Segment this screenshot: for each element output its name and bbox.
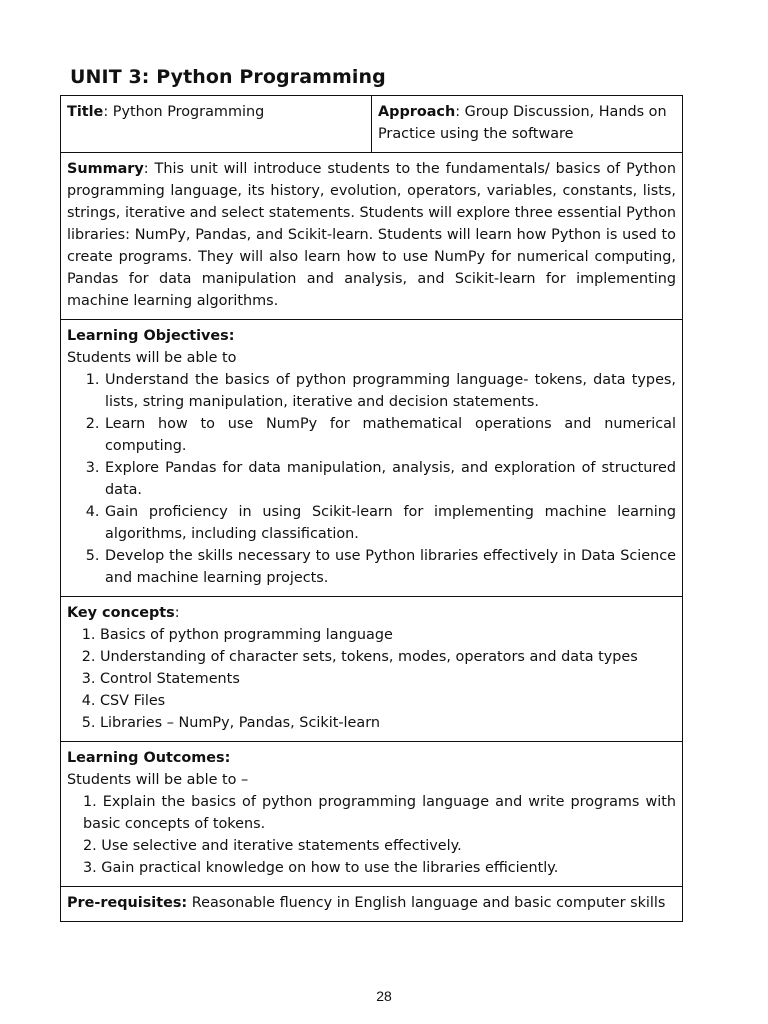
learning-objectives-label: Learning Objectives: bbox=[67, 328, 235, 344]
learning-objectives-cell bbox=[61, 320, 682, 596]
learning-outcomes-intro: Students will be able to – bbox=[67, 772, 249, 788]
learning-outcomes-cell bbox=[61, 742, 682, 886]
key-concept-item: 2. Understanding of character sets, tokens, modes, operators and data types bbox=[100, 646, 676, 668]
summary-row bbox=[61, 153, 682, 320]
key-concepts-label: Key concepts bbox=[67, 605, 175, 621]
summary-label: Summary bbox=[67, 161, 144, 177]
objective-item: 5. Develop the skills necessary to use Python libraries effectively in Data Science and machine learning projects. bbox=[104, 545, 676, 589]
prerequisites-cell bbox=[61, 887, 682, 921]
learning-objectives-intro: Students will be able to bbox=[67, 350, 237, 366]
key-concepts-sep: : bbox=[174, 605, 180, 621]
key-concept-item: 4. CSV Files bbox=[100, 690, 676, 712]
title-value: Python Programming bbox=[112, 104, 265, 120]
key-concept-item: 1. Basics of python programming language bbox=[100, 624, 676, 646]
summary-sep: : bbox=[143, 161, 155, 177]
learning-objectives-row bbox=[61, 320, 682, 597]
title-cell bbox=[61, 96, 372, 152]
objective-item: 1. Understand the basics of python programming language- tokens, data types, lists, string manipulation, iterative and decision statements. bbox=[104, 369, 676, 413]
learning-outcomes-row bbox=[61, 742, 682, 887]
key-concept-item: 3. Control Statements bbox=[100, 668, 676, 690]
title-label: Title bbox=[67, 104, 104, 120]
key-concepts-list bbox=[67, 624, 676, 734]
unit-heading: UNIT 3: Python Programming bbox=[70, 66, 386, 88]
prerequisites-text: Reasonable fluency in English language and basic computer skills bbox=[187, 895, 666, 911]
summary-cell bbox=[61, 153, 682, 319]
learning-outcomes-list bbox=[67, 791, 676, 879]
unit-table bbox=[60, 95, 683, 922]
prerequisites-row bbox=[61, 887, 682, 921]
key-concept-item: 5. Libraries – NumPy, Pandas, Scikit-learn bbox=[100, 712, 676, 734]
learning-outcomes-label: Learning Outcomes: bbox=[67, 750, 231, 766]
title-row bbox=[61, 96, 682, 153]
objective-item: 2. Learn how to use NumPy for mathematical operations and numerical computing. bbox=[104, 413, 676, 457]
approach-label: Approach bbox=[378, 104, 456, 120]
approach-cell bbox=[372, 96, 682, 152]
prerequisites-label: Pre-requisites: bbox=[67, 895, 188, 911]
learning-objectives-list bbox=[67, 369, 676, 589]
outcome-item: 3. Gain practical knowledge on how to use the libraries efficiently. bbox=[83, 860, 559, 876]
title-sep: : bbox=[103, 104, 113, 120]
objective-item: 4. Gain proficiency in using Scikit-learn for implementing machine learning algorithms, including classification. bbox=[104, 501, 676, 545]
page-number: 28 bbox=[376, 988, 392, 1004]
key-concepts-row bbox=[61, 597, 682, 742]
approach-value: Group Discussion, Hands on Practice using the software bbox=[378, 104, 667, 142]
key-concepts-cell bbox=[61, 597, 682, 741]
objective-item: 3. Explore Pandas for data manipulation, analysis, and exploration of structured data. bbox=[104, 457, 676, 501]
outcome-item: 2. Use selective and iterative statements effectively. bbox=[83, 838, 462, 854]
approach-sep: : bbox=[455, 104, 465, 120]
summary-text: This unit will introduce students to the fundamentals/ basics of Python programming language, its history, evolution, operators, variables, constants, lists, strings, iterative and select statements. Students will explore three essential Python libraries: NumPy, Pandas, and Scikit-learn. Students will learn how Python is used to create programs. They will also learn how to use NumPy for numerical computing, Pandas for data manipulation and analysis, and Scikit-learn for implementing machine learning algorithms. bbox=[67, 161, 677, 309]
outcome-item: 1. Explain the basics of python programming language and write programs with basic concepts of tokens. bbox=[83, 794, 676, 832]
